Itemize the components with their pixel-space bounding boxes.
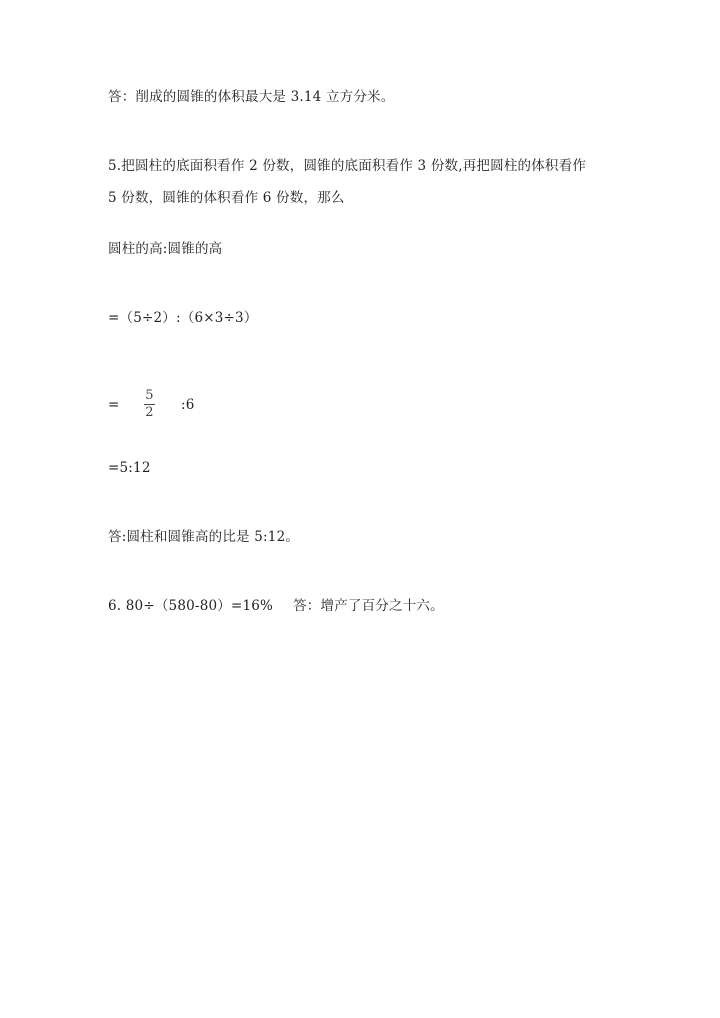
- answer-6-text: 答：增产了百分之十六。: [293, 598, 444, 614]
- answer-5-text: 答:圆柱和圆锥高的比是 5:12。: [108, 529, 300, 545]
- calculation-step-2: [108, 389, 195, 420]
- ratio-label: 圆柱的高:圆锥的高: [108, 241, 223, 257]
- problem-5-intro-line-1: 5.把圆柱的底面积看作 2 份数，圆锥的底面积看作 3 份数,再把圆柱的体积看作: [108, 158, 587, 174]
- calculation-step-3: =5:12: [108, 460, 151, 476]
- answer-4-text: 答：削成的圆锥的体积最大是 3.14 立方分米。: [108, 89, 395, 105]
- equals-sign: =: [108, 396, 120, 413]
- fraction-denominator: 2: [145, 405, 154, 420]
- calculation-step-1: =（5÷2）:（6×3÷3）: [108, 310, 258, 326]
- problem-6-calculation: 6. 80÷（580-80）=16%: [108, 598, 274, 614]
- fraction-numerator: 5: [145, 388, 154, 403]
- ratio-suffix: :6: [181, 396, 195, 413]
- problem-6-line: [108, 597, 444, 615]
- fraction: [144, 389, 155, 420]
- problem-5-intro-line-2: 5 份数，圆锥的体积看作 6 份数，那么: [108, 190, 345, 206]
